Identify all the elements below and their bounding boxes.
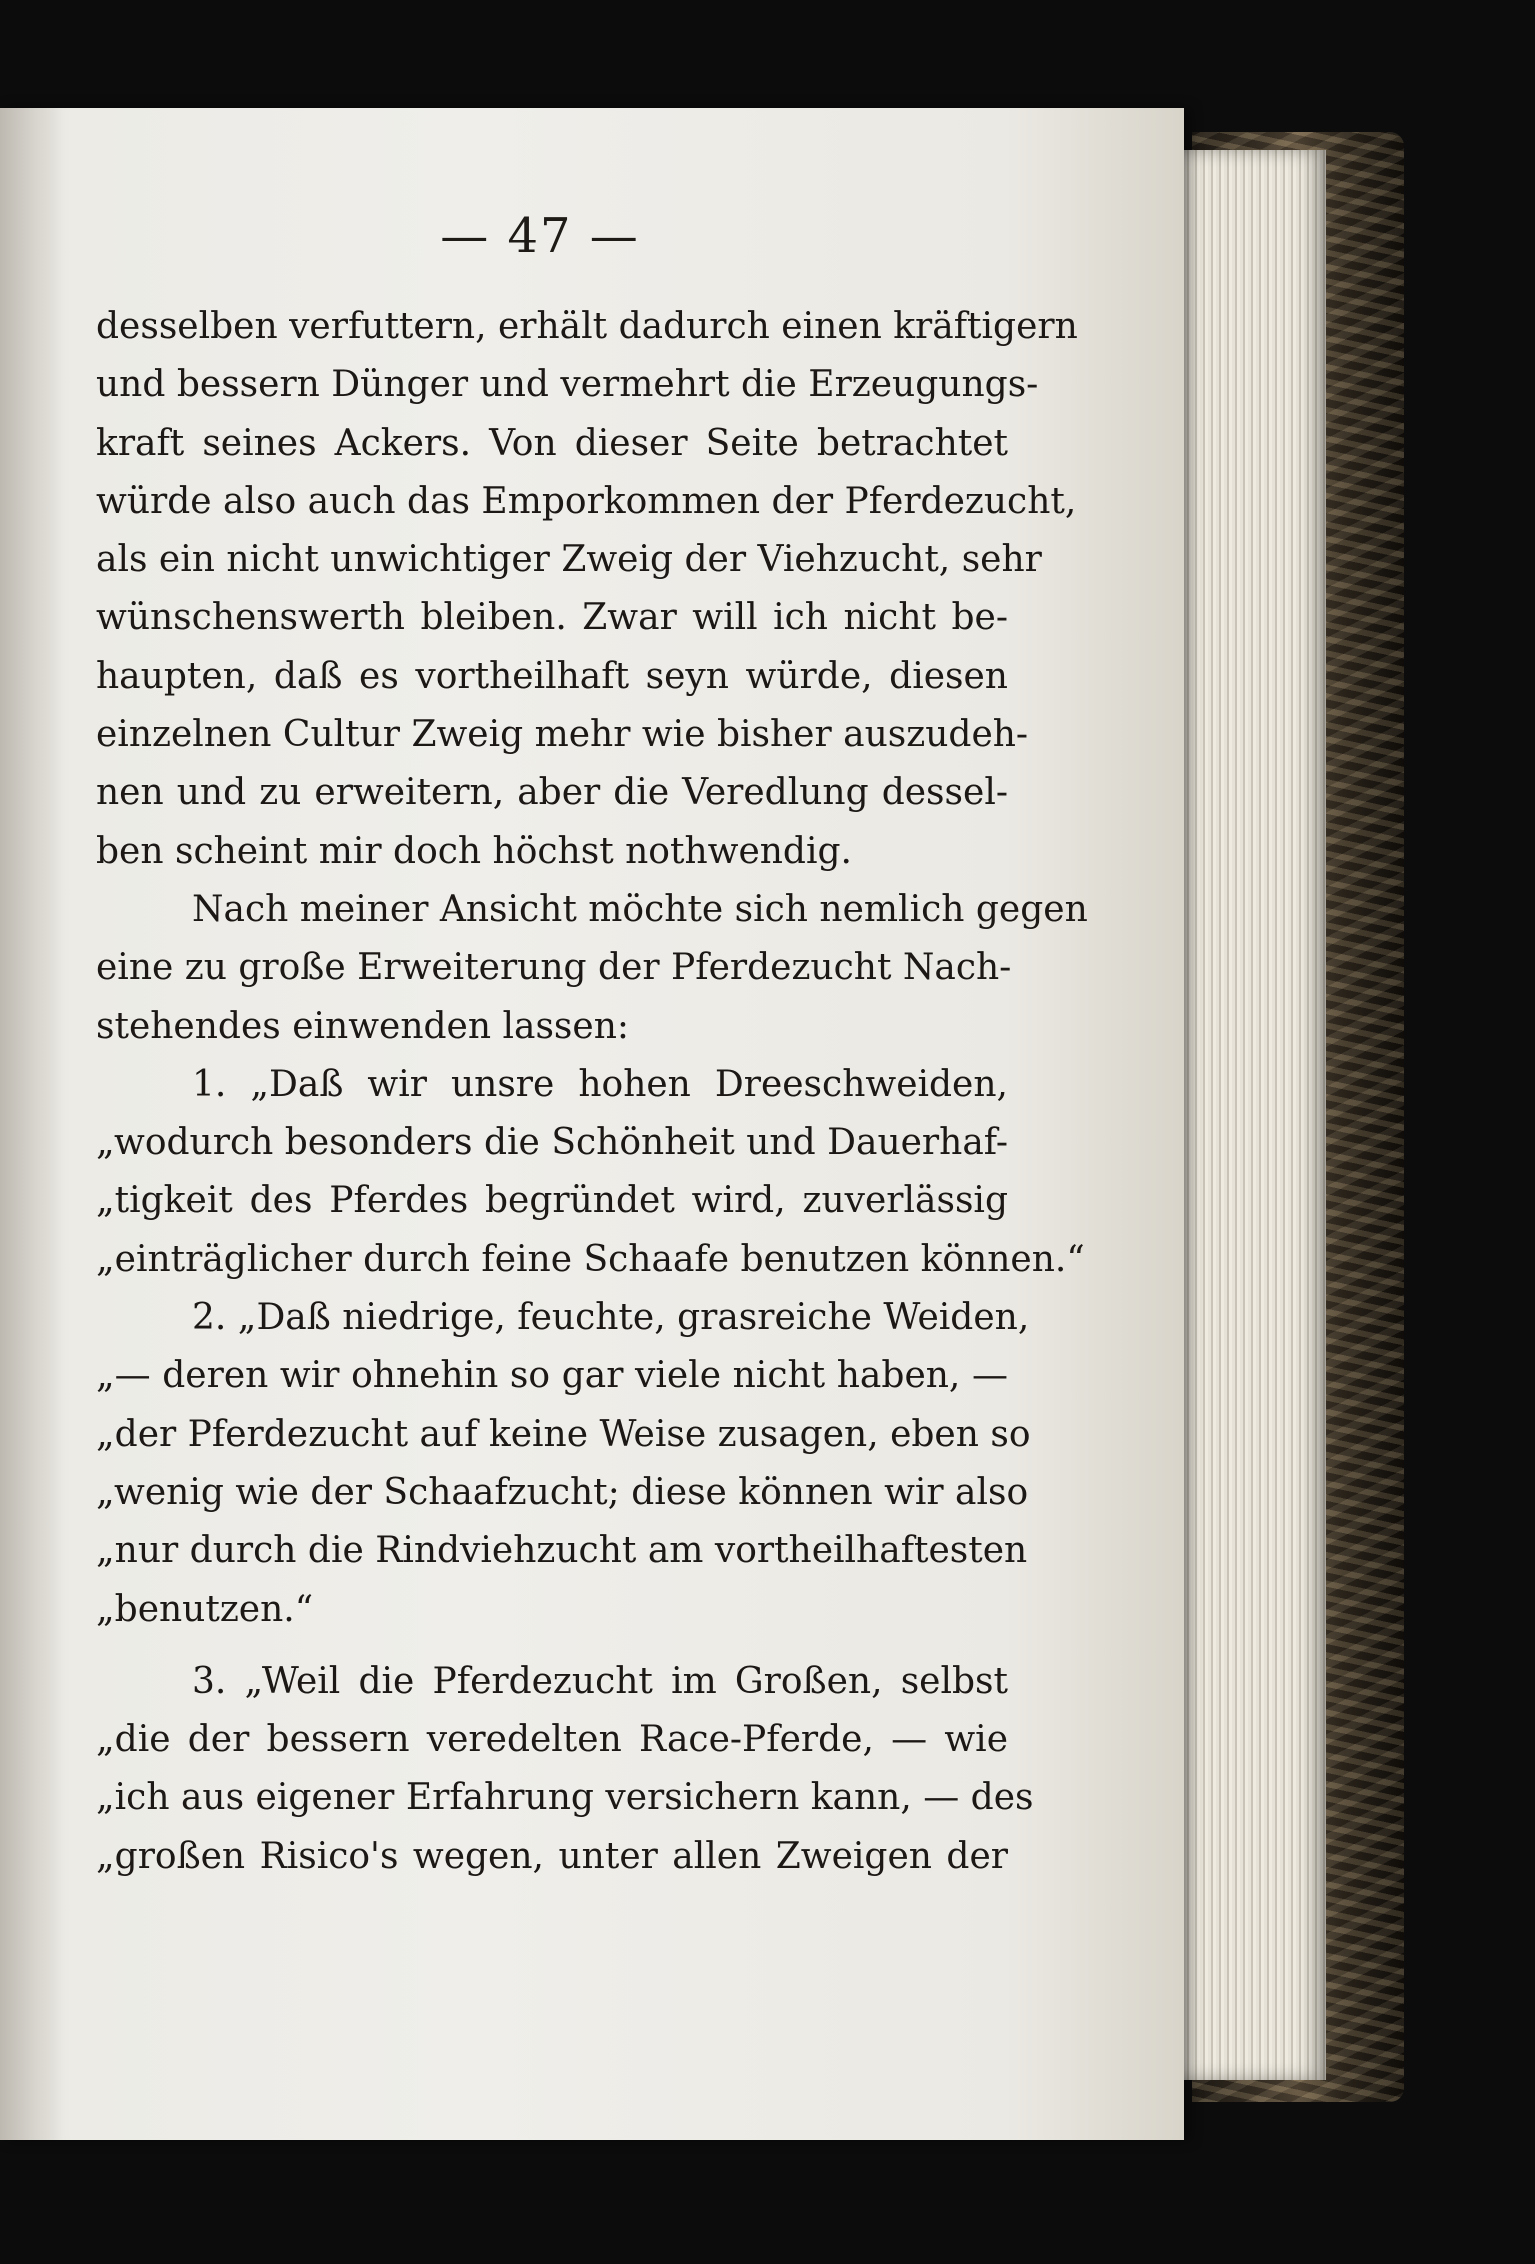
text-line: „ich aus eigener Erfahrung versichern kann, — des [96,1777,1034,1819]
text-line: Nach meiner Ansicht möchte sich nemlich gegen [192,888,1088,930]
page-text [96,298,1088,1886]
text-line: 3. „Weil die Pferdezucht im Großen, selbst [192,1660,1008,1702]
text-line: nen und zu erweitern, aber die Veredlung dessel- [96,772,1008,814]
text-line: „wenig wie der Schaafzucht; diese können wir also [96,1471,1029,1513]
text-line: „wodurch besonders die Schönheit und Dauerhaf- [96,1122,1008,1164]
text-line: „der Pferdezucht auf keine Weise zusagen, eben so [96,1413,1031,1455]
text-line: kraft seines Ackers. Von dieser Seite betrachtet [96,422,1008,464]
text-line: „einträglicher durch feine Schaafe benutzen können.“ [96,1238,1085,1280]
book-page [0,108,1184,2140]
page-number: — 47 — [440,208,640,264]
text-line: würde also auch das Emporkommen der Pferdezucht, [96,480,1077,522]
text-line: stehendes einwenden lassen: [96,1005,630,1047]
text-line: „die der bessern veredelten Race-Pferde, — wie [96,1719,1008,1761]
text-line: und bessern Dünger und vermehrt die Erzeugungs- [96,364,1039,406]
text-line: „großen Risico's wegen, unter allen Zweigen der [96,1835,1008,1877]
text-line: ben scheint mir doch höchst nothwendig. [96,830,852,872]
page-edges [1176,150,1326,2080]
text-line: wünschenswerth bleiben. Zwar will ich nicht be- [96,597,1008,639]
text-line: 1. „Daß wir unsre hohen Dreeschweiden, [192,1063,1008,1105]
text-line: als ein nicht unwichtiger Zweig der Viehzucht, sehr [96,539,1042,581]
text-line: 2. „Daß niedrige, feuchte, grasreiche Weiden, [192,1297,1030,1339]
text-line: „tigkeit des Pferdes begründet wird, zuverlässig [96,1180,1008,1222]
text-line: „— deren wir ohnehin so gar viele nicht haben, — [96,1355,1008,1397]
text-line: einzelnen Cultur Zweig mehr wie bisher auszudeh- [96,714,1029,756]
page-gutter [0,108,62,2140]
text-line: „benutzen.“ [96,1588,314,1630]
text-line: „nur durch die Rindviehzucht am vortheilhaftesten [96,1530,1028,1572]
text-line: eine zu große Erweiterung der Pferdezucht Nach- [96,947,1012,989]
text-line: desselben verfuttern, erhält dadurch einen kräftigern [96,306,1078,347]
text-line: haupten, daß es vortheilhaft seyn würde, diesen [96,655,1008,697]
